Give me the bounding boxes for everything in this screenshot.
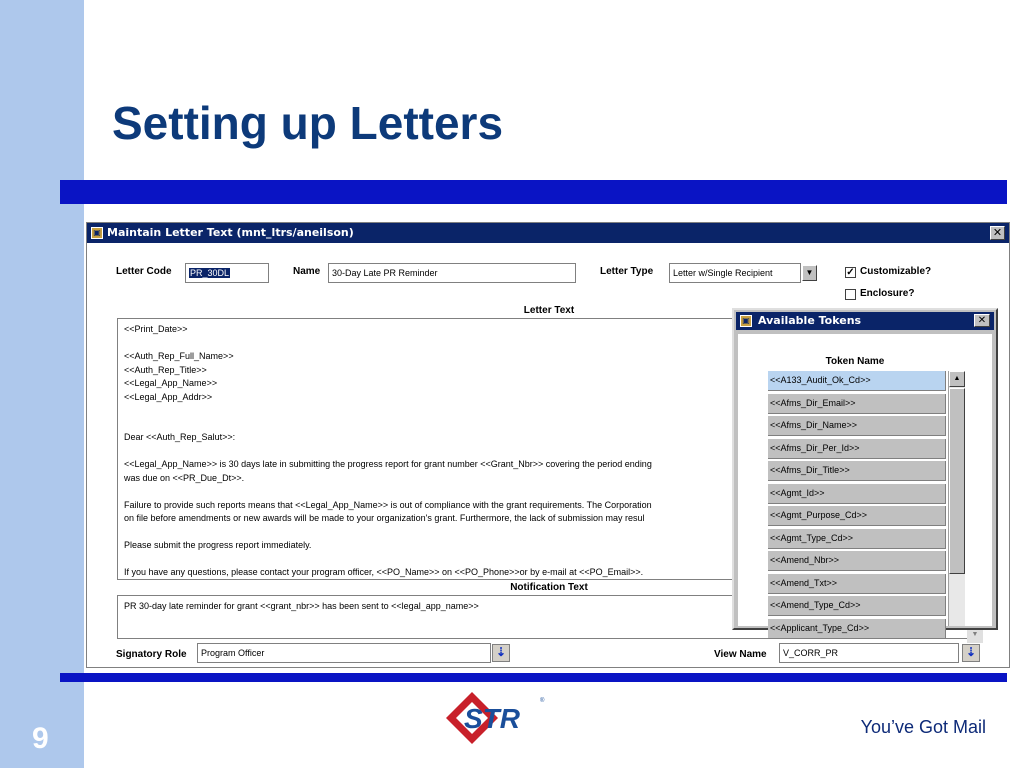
token-item[interactable]: <<Afms_Dir_Email>> [768, 394, 946, 414]
notification-scroll-down[interactable] [967, 629, 983, 643]
letter-text-line: <<Auth_Rep_Full_Name>> [124, 351, 234, 361]
footer-divider-bar [60, 673, 1007, 682]
app-icon: ▣ [740, 315, 752, 327]
window-title: Maintain Letter Text (mnt_ltrs/aneilson) [107, 226, 354, 239]
letter-text-header: Letter Text [523, 305, 575, 316]
available-tokens-window [732, 308, 998, 633]
notification-text: PR 30-day late reminder for grant <<grant_nbr>> has been sent to <<legal_app_name>> [124, 601, 479, 611]
letter-text-line: <<Legal_App_Name>> is 30 days late in submitting the progress report for grant number <<Grant_Nbr>> covering the period ending [124, 459, 652, 469]
view-name-field[interactable]: V_CORR_PR [779, 643, 959, 663]
close-icon[interactable]: ✕ [974, 314, 990, 327]
token-item[interactable]: <<Applicant_Type_Cd>> [768, 619, 946, 639]
letter-text-line: was due on <<PR_Due_Dt>>. [124, 472, 245, 483]
tokens-titlebar [736, 312, 994, 330]
footer-text: You’ve Got Mail [860, 717, 986, 737]
chevron-down-icon: ▼ [971, 631, 979, 638]
app-icon: ▣ [91, 227, 103, 239]
token-item[interactable]: <<Amend_Nbr>> [768, 551, 946, 571]
token-item[interactable]: <<Amend_Txt>> [768, 574, 946, 594]
letter-text-line: Dear <<Auth_Rep_Salut>>: [124, 432, 236, 442]
letter-text-line: <<Legal_App_Name>> [124, 378, 218, 388]
title-divider-bar [60, 180, 1007, 204]
scrollbar-thumb[interactable] [949, 388, 965, 574]
signatory-lookup-arrow-icon[interactable]: ⇣ [492, 644, 510, 662]
slide-title: Setting up Letters [112, 97, 504, 149]
letter-text-line: Please submit the progress report immediately. [124, 540, 312, 550]
customizable-checkbox[interactable]: ✓ [846, 267, 855, 278]
letter-text-line: on file before amendments or new awards will be made to your organization's grant. Furthermore, the lack of submission may resul [124, 513, 645, 523]
token-item[interactable]: <<Agmt_Id>> [768, 484, 946, 504]
letter-code-label: Letter Code [116, 266, 172, 277]
view-name-lookup-arrow-icon[interactable]: ⇣ [962, 644, 980, 662]
customizable-label: Customizable? [860, 266, 932, 277]
chevron-up-icon[interactable]: ▲ [949, 371, 965, 387]
left-accent-stripe [0, 0, 84, 768]
letter-text-line: <<Auth_Rep_Title>> [124, 364, 207, 375]
tokens-window-title: Available Tokens [758, 314, 862, 327]
svg-text:®: ® [540, 698, 545, 704]
token-item[interactable]: <<Afms_Dir_Title>> [768, 461, 946, 481]
view-name-label: View Name [714, 649, 767, 660]
enclosure-label: Enclosure? [860, 288, 915, 299]
letter-code-field[interactable]: PR_30DL [185, 263, 269, 283]
signatory-role-field[interactable]: Program Officer [197, 643, 491, 663]
token-item[interactable]: <<Agmt_Type_Cd>> [768, 529, 946, 549]
signatory-role-label: Signatory Role [116, 649, 187, 660]
enclosure-checkbox[interactable] [845, 289, 856, 300]
letter-text-line: <<Print_Date>> [124, 324, 188, 334]
token-item[interactable]: <<Agmt_Purpose_Cd>> [768, 506, 946, 526]
window-titlebar [87, 223, 1009, 243]
letter-type-select[interactable]: Letter w/Single Recipient [669, 263, 801, 283]
letter-text-line: <<Legal_App_Addr>> [124, 391, 213, 402]
name-label: Name [293, 266, 321, 277]
chevron-down-icon[interactable]: ▼ [802, 265, 817, 281]
token-item[interactable]: <<Afms_Dir_Name>> [768, 416, 946, 436]
token-item[interactable]: <<Afms_Dir_Per_Id>> [768, 439, 946, 459]
token-item[interactable]: <<A133_Audit_Ok_Cd>> [768, 371, 946, 391]
name-field[interactable]: 30-Day Late PR Reminder [328, 263, 576, 283]
token-list-scrollbar[interactable] [948, 371, 965, 626]
letter-type-label: Letter Type [600, 266, 654, 277]
slide-number: 9 [32, 722, 49, 755]
letter-text-line: If you have any questions, please contact your program officer, <<PO_Name>> on <<PO_Phone>>or by e-mail at <<PO_Email>>. [124, 567, 644, 577]
close-icon[interactable]: ✕ [990, 226, 1005, 240]
svg-text:STR: STR [464, 703, 520, 734]
letter-text-line: Failure to provide such reports means that <<Legal_App_Name>> is out of compliance with the grant requirements. The Corporation [124, 499, 652, 510]
notification-text-header: Notification Text [510, 582, 588, 593]
tokens-panel [738, 334, 992, 633]
token-item[interactable]: <<Amend_Type_Cd>> [768, 596, 946, 616]
token-name-column-header: Token Name [825, 356, 885, 367]
str-logo [444, 690, 548, 746]
token-list [768, 371, 946, 641]
